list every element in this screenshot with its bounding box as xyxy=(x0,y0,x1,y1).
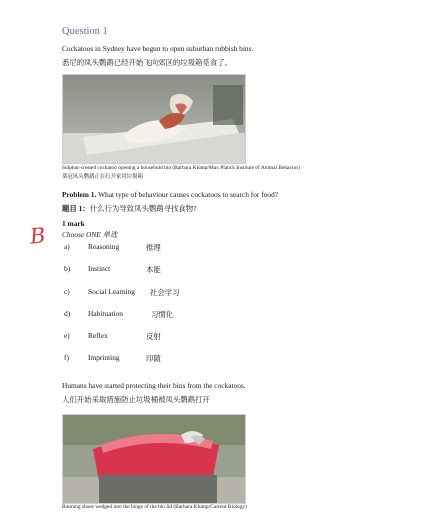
option-letter: a) xyxy=(64,242,70,251)
option-letter: b) xyxy=(64,264,71,273)
photo2-caption-english: Running shoes wedged into the hinge of the bin lid (Barbara Klump/Current Biology) xyxy=(62,504,248,510)
intro-english: Cockatoos in Sydney have begun to open suburban rubbish bins. xyxy=(62,44,254,53)
intro-chinese: 悉尼的凤头鹦鹉已经开始飞向郊区的垃圾箱觅食了。 xyxy=(62,58,232,67)
problem-chinese xyxy=(62,203,196,214)
bin-illustration xyxy=(63,415,245,503)
option-english: Social Learning xyxy=(88,287,135,296)
handwritten-answer-mark: B xyxy=(28,223,47,249)
photo1-caption-english: Sulphur-crested cockatoo opening a household bin (Barbara Klump/Max Planck Institute of Animal Behavior) xyxy=(62,165,300,171)
problem-text: What type of behaviour causes cockatoos to search for food? xyxy=(96,190,279,199)
marks-label: 1 mark xyxy=(62,219,85,228)
problem-zh-label: 题目 1： xyxy=(62,204,90,213)
question-heading: Question 1 xyxy=(62,26,108,37)
choose-instruction: Choose ONE 单选 xyxy=(62,230,118,239)
option-letter: d) xyxy=(64,309,71,318)
option-letter: c) xyxy=(64,287,70,296)
option-english: Habituation xyxy=(88,309,123,318)
option-chinese: 推理 xyxy=(146,243,161,252)
problem-english xyxy=(62,190,278,199)
problem-zh-text: 什么行为导致凤头鹦鹉寻找食物? xyxy=(89,204,197,213)
problem-label: Problem 1. xyxy=(62,190,97,199)
cockatoo-bin-photo xyxy=(62,74,246,164)
option-english: Reasoning xyxy=(88,242,120,251)
option-english: Instinct xyxy=(88,264,111,273)
option-letter: e) xyxy=(64,331,70,340)
option-chinese: 印随 xyxy=(146,354,161,363)
paragraph2-english: Humans have started protecting their bins from the cockatoos. xyxy=(62,381,246,390)
paragraph2-chinese: 人们开始采取措施防止垃圾桶被凤头鹦鹉打开 xyxy=(62,395,210,404)
option-chinese: 社会学习 xyxy=(150,288,180,297)
bin-lid-photo xyxy=(62,414,246,504)
option-english: Imprinting xyxy=(88,353,120,362)
photo1-caption-chinese: 葵冠凤头鹦鹉正在打开家用垃圾箱 xyxy=(62,174,143,180)
option-chinese: 本能 xyxy=(146,265,161,274)
option-english: Reflex xyxy=(88,331,108,340)
option-chinese: 习惯化 xyxy=(151,310,174,319)
option-letter: f) xyxy=(64,353,69,362)
cockatoo-illustration xyxy=(63,75,245,163)
option-chinese: 反射 xyxy=(146,332,161,341)
